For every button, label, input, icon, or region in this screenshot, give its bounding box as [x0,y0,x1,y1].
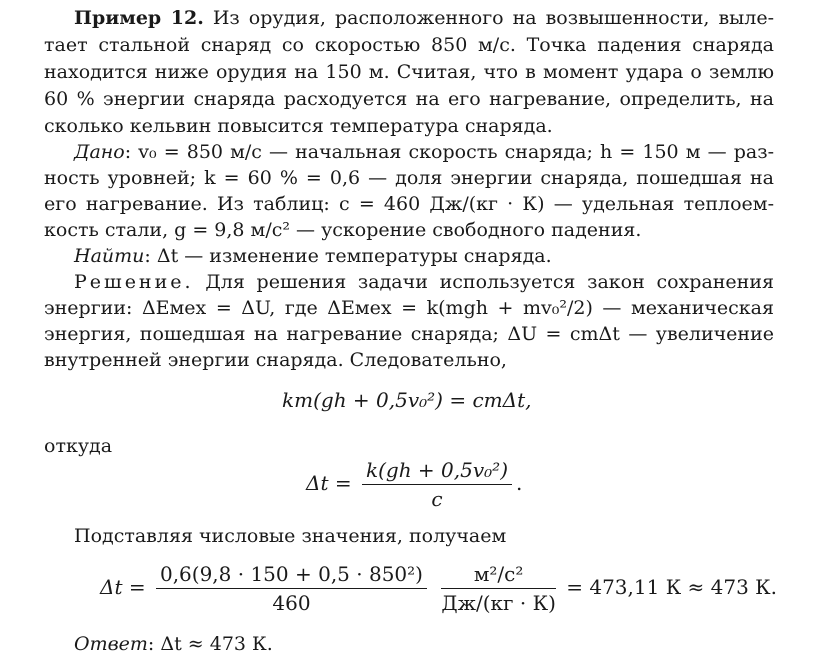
eq3-fraction [156,562,427,615]
eq3-result: = 473,11 К ≈ 473 К. [566,575,778,599]
find-label: Найти [74,245,145,267]
solution-line-3: энергия, пошедшая на нагревание снаряда; ΔU = cmΔt — увеличение [44,323,774,345]
given-label: Дано [74,141,125,163]
whence-text: откуда [44,435,113,457]
eq3-denominator: 460 [272,591,311,615]
eq2-lhs: Δt = [306,471,352,495]
problem-line-4: 60 % энергии снаряда расходуется на его нагревание, определить, на [44,88,774,110]
problem-line-3: находится ниже орудия на 150 м. Считая, что в момент удара о землю [44,61,774,83]
solution-line-2: энергии: ΔEмех = ΔU, где ΔEмех = k(mgh + mv₀²/2) — механическая [44,297,774,319]
solution-line-4: внутренней энергии снаряда. Следовательно, [44,349,507,371]
equation-delta-t [306,458,522,511]
answer-text: Δt ≈ 473 К. [160,633,273,655]
find-line: Найти: Δt — изменение температуры снаряда. [74,245,552,267]
eq2-numerator: k(gh + 0,5v₀²) [362,458,512,485]
equation-numeric [100,562,777,615]
equation-energy-balance: km(gh + 0,5v₀²) = cmΔt, [282,388,532,412]
problem-line-1 [74,6,774,31]
eq3-unit-fraction [441,562,556,615]
problem-line-2: тает стальной снаряд со скоростью 850 м/с. Точка падения снаряда [44,34,774,56]
problem-title: Пример 12. [74,7,204,29]
problem-text-1: Из орудия, расположенного на возвышенности, выле- [212,7,774,29]
eq2-end: . [516,471,523,495]
eq3-unit-numerator: м²/с² [441,562,556,589]
answer-line: Ответ: Δt ≈ 473 К. [74,633,273,655]
find-text: Δt — изменение температуры снаряда. [156,245,552,267]
given-line-2: ность уровней; k = 60 % = 0,6 — доля энергии снаряда, пошедшая на [44,167,774,189]
eq2-denominator: c [431,487,443,511]
problem-line-5: сколько кельвин повысится температура снаряда. [44,115,553,137]
solution-line-1 [74,270,774,295]
eq2-fraction [362,458,512,511]
answer-label: Ответ [74,633,148,655]
eq3-lhs: Δt = [100,575,146,599]
given-line-1: Дано: v₀ = 850 м/с — начальная скорость снаряда; h = 150 м — раз- [74,141,774,163]
given-text-1: v₀ = 850 м/с — начальная скорость снаряда; h = 150 м — раз- [138,141,774,163]
eq3-numerator: 0,6(9,8 · 150 + 0,5 · 850²) [156,562,427,589]
substituting-text: Подставляя числовые значения, получаем [74,525,507,547]
solution-text-1: Для решения задачи используется закон сохранения [205,271,774,293]
eq3-unit-denominator: Дж/(кг · К) [441,591,556,615]
solution-label: Решение. [74,271,194,293]
given-line-4: кость стали, g = 9,8 м/с² — ускорение свободного падения. [44,219,642,241]
given-line-3: его нагревание. Из таблиц: c = 460 Дж/(кг · К) — удельная теплоем- [44,193,774,215]
